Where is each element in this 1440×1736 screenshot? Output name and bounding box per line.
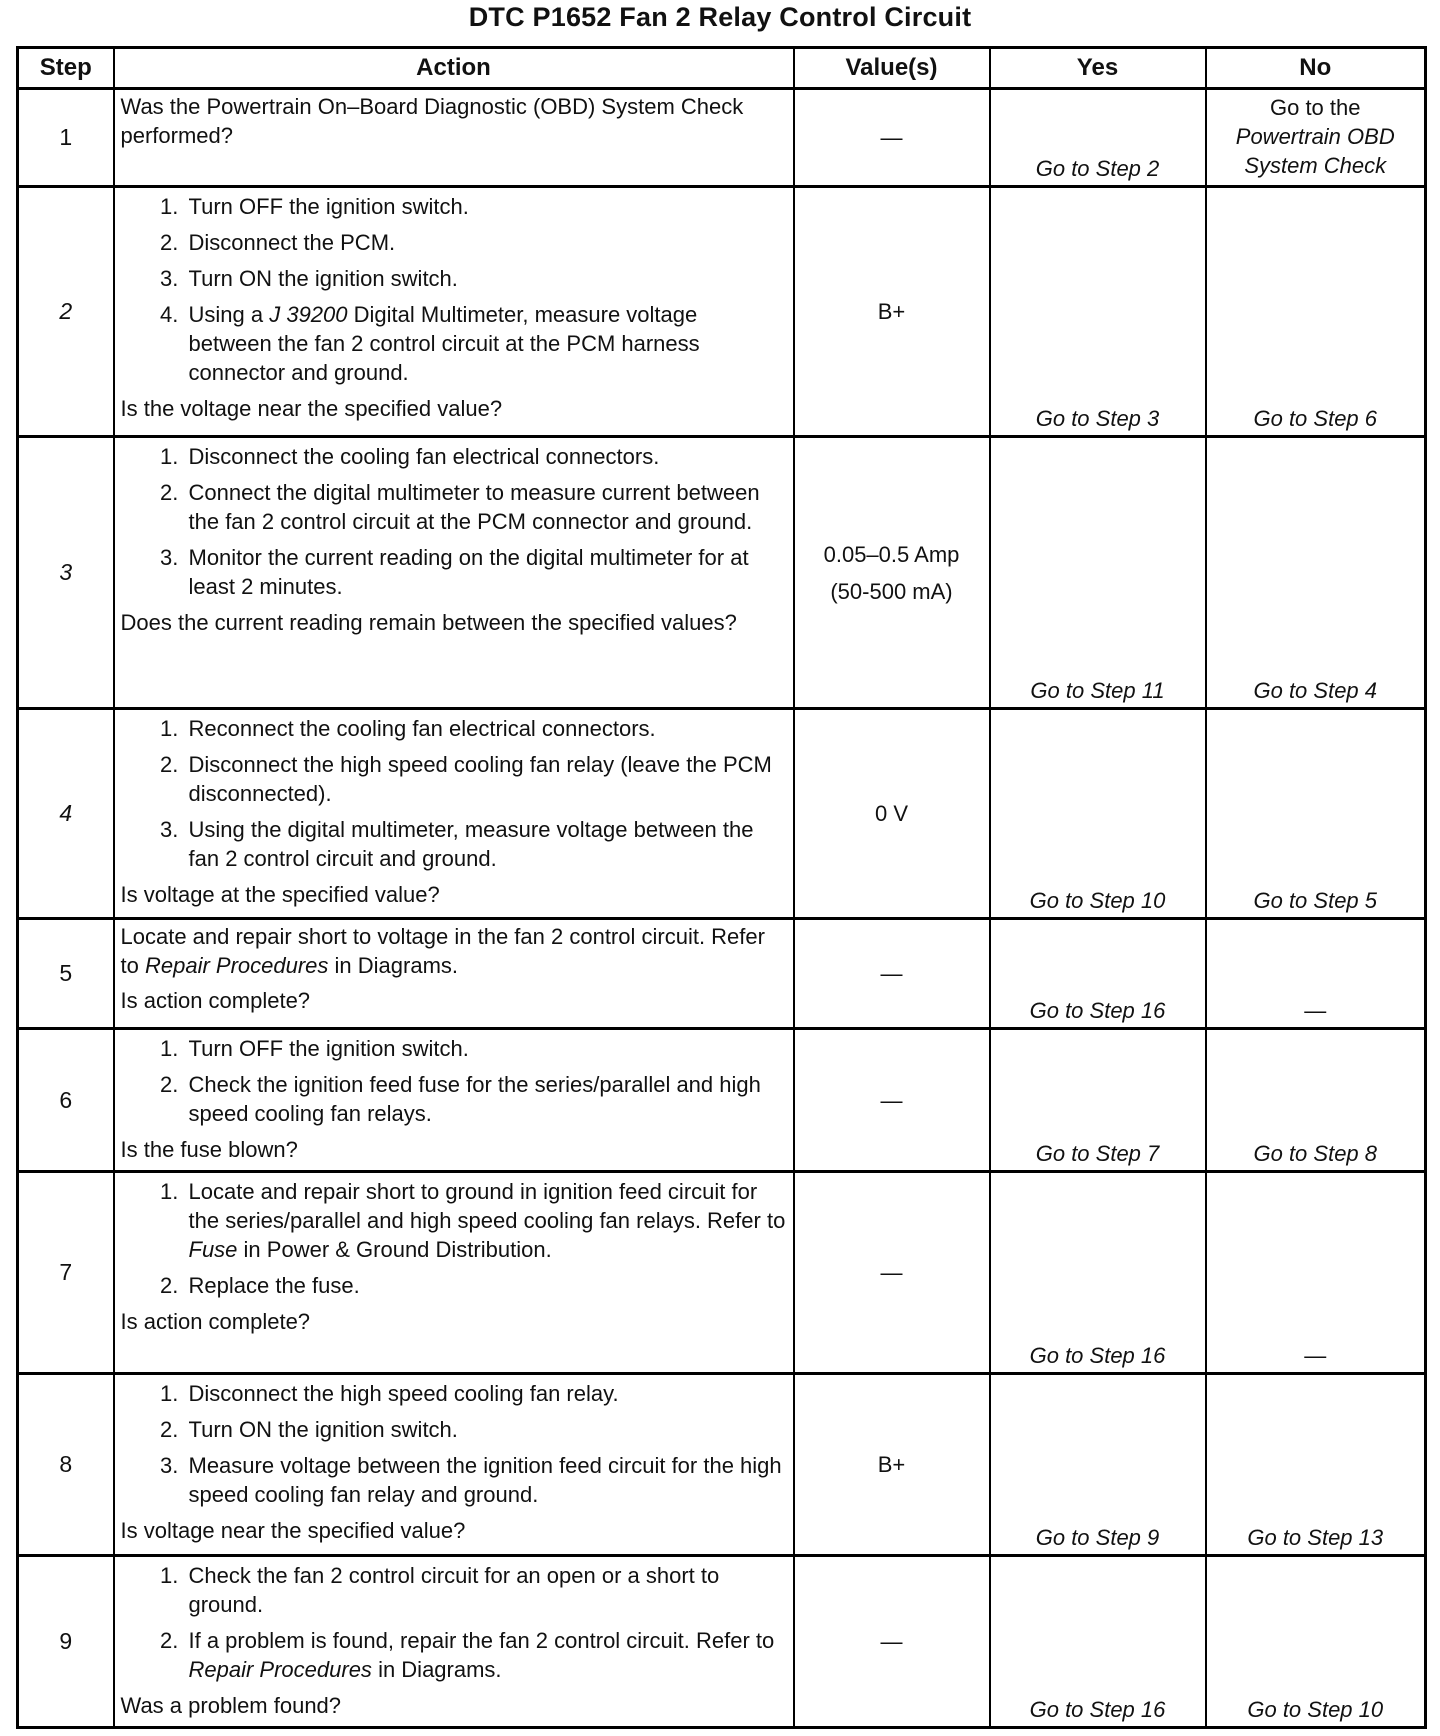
action-item: 2. Replace the fuse. [185,1271,787,1300]
value-cell: B+ [794,1374,990,1556]
step-number: 4 [18,709,114,919]
no-line: Go to the [1269,95,1361,120]
step-number: 1 [18,89,114,187]
no-cell [1206,89,1426,187]
action-question: Is voltage at the specified value? [120,882,440,907]
action-question: Is the fuse blown? [120,1137,298,1162]
no-cell: — [1206,919,1426,1029]
step-number: 8 [18,1374,114,1556]
action-item: 2. Turn ON the ignition switch. [185,1415,787,1444]
procedure-reference: Fuse [188,1237,238,1262]
no-line: System Check [1244,153,1387,178]
value-cell: — [794,919,990,1029]
yes-cell: Go to Step 11 [990,437,1206,709]
yes-cell: Go to Step 16 [990,919,1206,1029]
action-cell [114,1172,794,1374]
action-item: 1. Turn OFF the ignition switch. [185,1034,787,1063]
action-item: 2. If a problem is found, repair the fan 2 control circuit. Refer to Repair Procedures in Diagrams. [185,1626,787,1684]
yes-cell: Go to Step 9 [990,1374,1206,1556]
action-question: Is the voltage near the specified value? [120,396,503,421]
value-cell: 0 V [794,709,990,919]
no-line: Powertrain OBD [1235,124,1395,149]
action-cell [114,187,794,437]
procedure-reference: Repair Procedures [188,1657,372,1682]
step-number: 9 [18,1556,114,1728]
action-cell [114,437,794,709]
action-cell [114,1556,794,1728]
header-yes: Yes [990,48,1206,89]
yes-cell: Go to Step 16 [990,1556,1206,1728]
value-line: 0.05–0.5 Amp [823,541,960,567]
action-text: Was the Powertrain On–Board Diagnostic (OBD) System Check performed? [120,94,744,148]
action-cell [114,709,794,919]
table-header-row [18,48,1426,89]
table-row [18,1172,1426,1374]
step-number: 5 [18,919,114,1029]
yes-cell: Go to Step 2 [990,89,1206,187]
no-cell: Go to Step 10 [1206,1556,1426,1728]
value-cell [794,437,990,709]
action-cell [114,919,794,1029]
table-row [18,1029,1426,1172]
value-cell: — [794,1029,990,1172]
diagnostic-table [16,46,1427,1729]
action-item: 4. Using a J 39200 Digital Multimeter, measure voltage between the fan 2 control circuit at the PCM harness connector and ground. [185,300,787,387]
no-cell: Go to Step 4 [1206,437,1426,709]
header-action: Action [114,48,794,89]
value-line: (50-500 mA) [830,578,953,604]
value-cell: B+ [794,187,990,437]
table-row [18,437,1426,709]
action-item: 3. Turn ON the ignition switch. [185,264,787,293]
no-cell: Go to Step 8 [1206,1029,1426,1172]
yes-cell: Go to Step 7 [990,1029,1206,1172]
value-cell: — [794,1172,990,1374]
action-item: 1. Locate and repair short to ground in ignition feed circuit for the series/parallel and high speed cooling fan relays. Refer to Fuse in Power & Ground Distribution. [185,1177,787,1264]
action-item: 1. Disconnect the cooling fan electrical connectors. [185,442,787,471]
no-cell: — [1206,1172,1426,1374]
action-item: 1. Turn OFF the ignition switch. [185,192,787,221]
action-question: Is voltage near the specified value? [120,1518,466,1543]
action-question: Is action complete? [120,988,311,1013]
header-no: No [1206,48,1426,89]
no-cell: Go to Step 5 [1206,709,1426,919]
table-row [18,1556,1426,1728]
action-item: 2. Connect the digital multimeter to measure current between the fan 2 control circuit at the PCM connector and ground. [185,478,787,536]
header-step: Step [18,48,114,89]
action-text: Locate and repair short to voltage in the fan 2 control circuit. Refer to Repair Procedures in Diagrams. [120,924,765,978]
action-question: Was a problem found? [120,1693,342,1718]
action-item: 2. Disconnect the PCM. [185,228,787,257]
yes-cell: Go to Step 16 [990,1172,1206,1374]
action-item: 2. Disconnect the high speed cooling fan relay (leave the PCM disconnected). [185,750,787,808]
action-item: 3. Measure voltage between the ignition feed circuit for the high speed cooling fan relay and ground. [185,1451,787,1509]
no-cell: Go to Step 6 [1206,187,1426,437]
header-values: Value(s) [794,48,990,89]
table-row [18,187,1426,437]
step-number: 7 [18,1172,114,1374]
table-row [18,89,1426,187]
step-number: 3 [18,437,114,709]
action-question: Does the current reading remain between the specified values? [120,610,737,635]
action-item: 1. Reconnect the cooling fan electrical connectors. [185,714,787,743]
action-item: 2. Check the ignition feed fuse for the series/parallel and high speed cooling fan relays. [185,1070,787,1128]
value-cell: — [794,1556,990,1728]
step-number: 2 [18,187,114,437]
action-item: 3. Monitor the current reading on the digital multimeter for at least 2 minutes. [185,543,787,601]
action-item: 3. Using the digital multimeter, measure voltage between the fan 2 control circuit and ground. [185,815,787,873]
action-cell [114,1374,794,1556]
yes-cell: Go to Step 10 [990,709,1206,919]
action-cell [114,1029,794,1172]
step-number: 6 [18,1029,114,1172]
action-item: 1. Disconnect the high speed cooling fan relay. [185,1379,787,1408]
action-cell [114,89,794,187]
table-row [18,919,1426,1029]
yes-cell: Go to Step 3 [990,187,1206,437]
tool-reference: J 39200 [269,302,348,327]
table-row [18,1374,1426,1556]
value-cell: — [794,89,990,187]
action-question: Is action complete? [120,1309,311,1334]
action-item: 1. Check the fan 2 control circuit for an open or a short to ground. [185,1561,787,1619]
procedure-reference: Repair Procedures [144,953,329,978]
page-title: DTC P1652 Fan 2 Relay Control Circuit [468,2,972,32]
table-row [18,709,1426,919]
no-cell: Go to Step 13 [1206,1374,1426,1556]
